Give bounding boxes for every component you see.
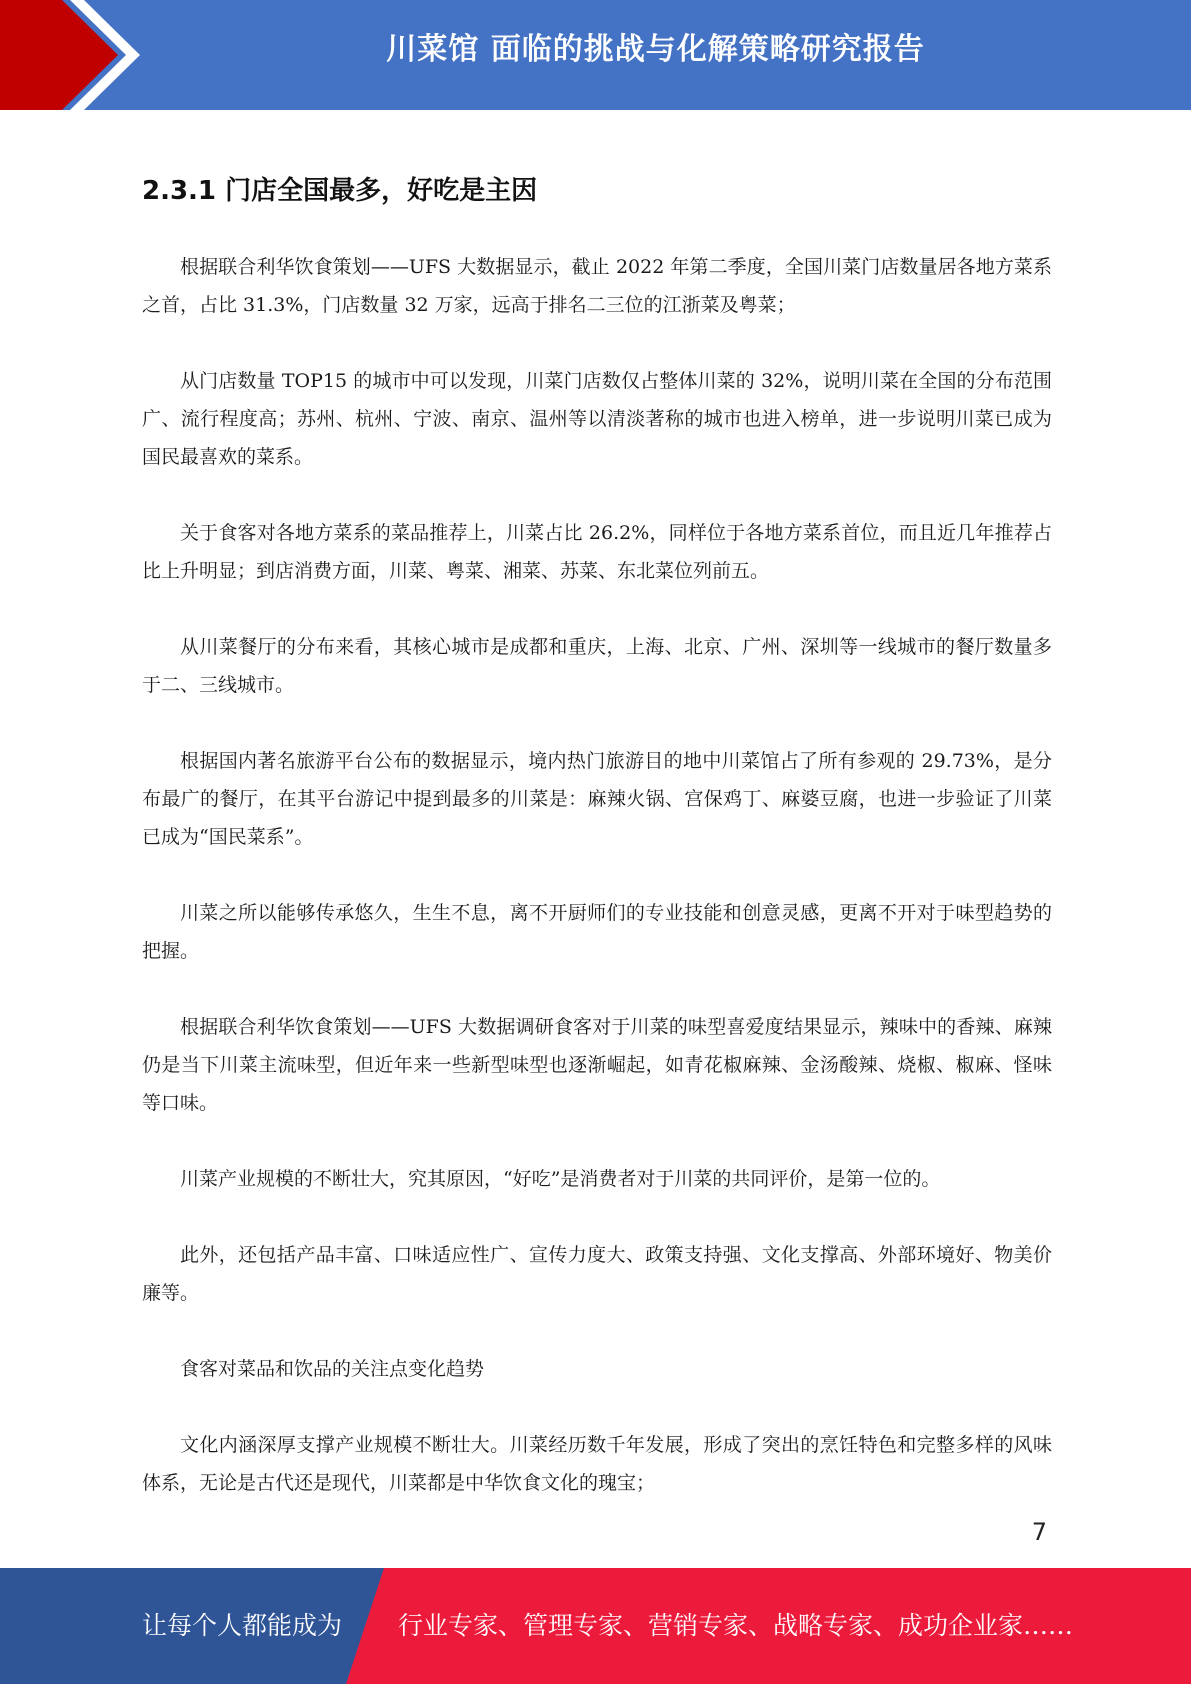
- paragraph: 关于食客对各地方菜系的菜品推荐上，川菜占比 26.2%，同样位于各地方菜系首位，而且近几年推荐占比上升明显；到店消费方面，川菜、粤菜、湘菜、苏菜、东北菜位列前五。: [142, 522, 1052, 582]
- body-content: [142, 248, 1052, 1502]
- page-number: 7: [1031, 1518, 1047, 1546]
- paragraph: 根据国内著名旅游平台公布的数据显示，境内热门旅游目的地中川菜馆占了所有参观的 29.73%，是分布最广的餐厅，在其平台游记中提到最多的川菜是：麻辣火锅、宫保鸡丁、麻婆豆腐，也进一步验证了川菜已成为“国民菜系”。: [142, 750, 1052, 848]
- section-heading: 2.3.1 门店全国最多，好吃是主因: [142, 176, 538, 206]
- paragraph: 食客对菜品和饮品的关注点变化趋势: [180, 1358, 485, 1380]
- paragraph: 从川菜餐厅的分布来看，其核心城市是成都和重庆，上海、北京、广州、深圳等一线城市的餐厅数量多于二、三线城市。: [142, 636, 1052, 696]
- paragraph: 川菜产业规模的不断壮大，究其原因，“好吃”是消费者对于川菜的共同评价，是第一位的。: [180, 1168, 941, 1190]
- footer-banner: [0, 1568, 1191, 1684]
- paragraph: 从门店数量 TOP15 的城市中可以发现，川菜门店数仅占整体川菜的 32%，说明川菜在全国的分布范围广、流行程度高；苏州、杭州、宁波、南京、温州等以清淡著称的城市也进入榜单，进一步说明川菜已成为国民最喜欢的菜系。: [142, 370, 1052, 468]
- footer-slogan-right: 行业专家、管理专家、营销专家、战略专家、成功企业家……: [398, 1611, 1074, 1640]
- header-banner: [0, 0, 1191, 110]
- footer-slogan-left: 让每个人都能成为: [142, 1611, 343, 1640]
- report-title: 川菜馆 面临的挑战与化解策略研究报告: [386, 32, 925, 67]
- paragraph: 此外，还包括产品丰富、口味适应性广、宣传力度大、政策支持强、文化支撑高、外部环境好、物美价廉等。: [142, 1244, 1052, 1304]
- paragraph: 川菜之所以能够传承悠久，生生不息，离不开厨师们的专业技能和创意灵感，更离不开对于味型趋势的把握。: [142, 902, 1052, 962]
- paragraph: 根据联合利华饮食策划——UFS 大数据调研食客对于川菜的味型喜爱度结果显示，辣味中的香辣、麻辣仍是当下川菜主流味型，但近年来一些新型味型也逐渐崛起，如青花椒麻辣、金汤酸辣、烧椒、椒麻、怪味等口味。: [142, 1016, 1052, 1114]
- paragraph: 根据联合利华饮食策划——UFS 大数据显示，截止 2022 年第二季度，全国川菜门店数量居各地方菜系之首，占比 31.3%，门店数量 32 万家，远高于排名二三位的江浙菜及粤菜；: [142, 256, 1052, 316]
- header-arrow-decoration: [0, 0, 160, 110]
- paragraph: 文化内涵深厚支撑产业规模不断壮大。川菜经历数千年发展，形成了突出的烹饪特色和完整多样的风味体系，无论是古代还是现代，川菜都是中华饮食文化的瑰宝；: [142, 1434, 1052, 1494]
